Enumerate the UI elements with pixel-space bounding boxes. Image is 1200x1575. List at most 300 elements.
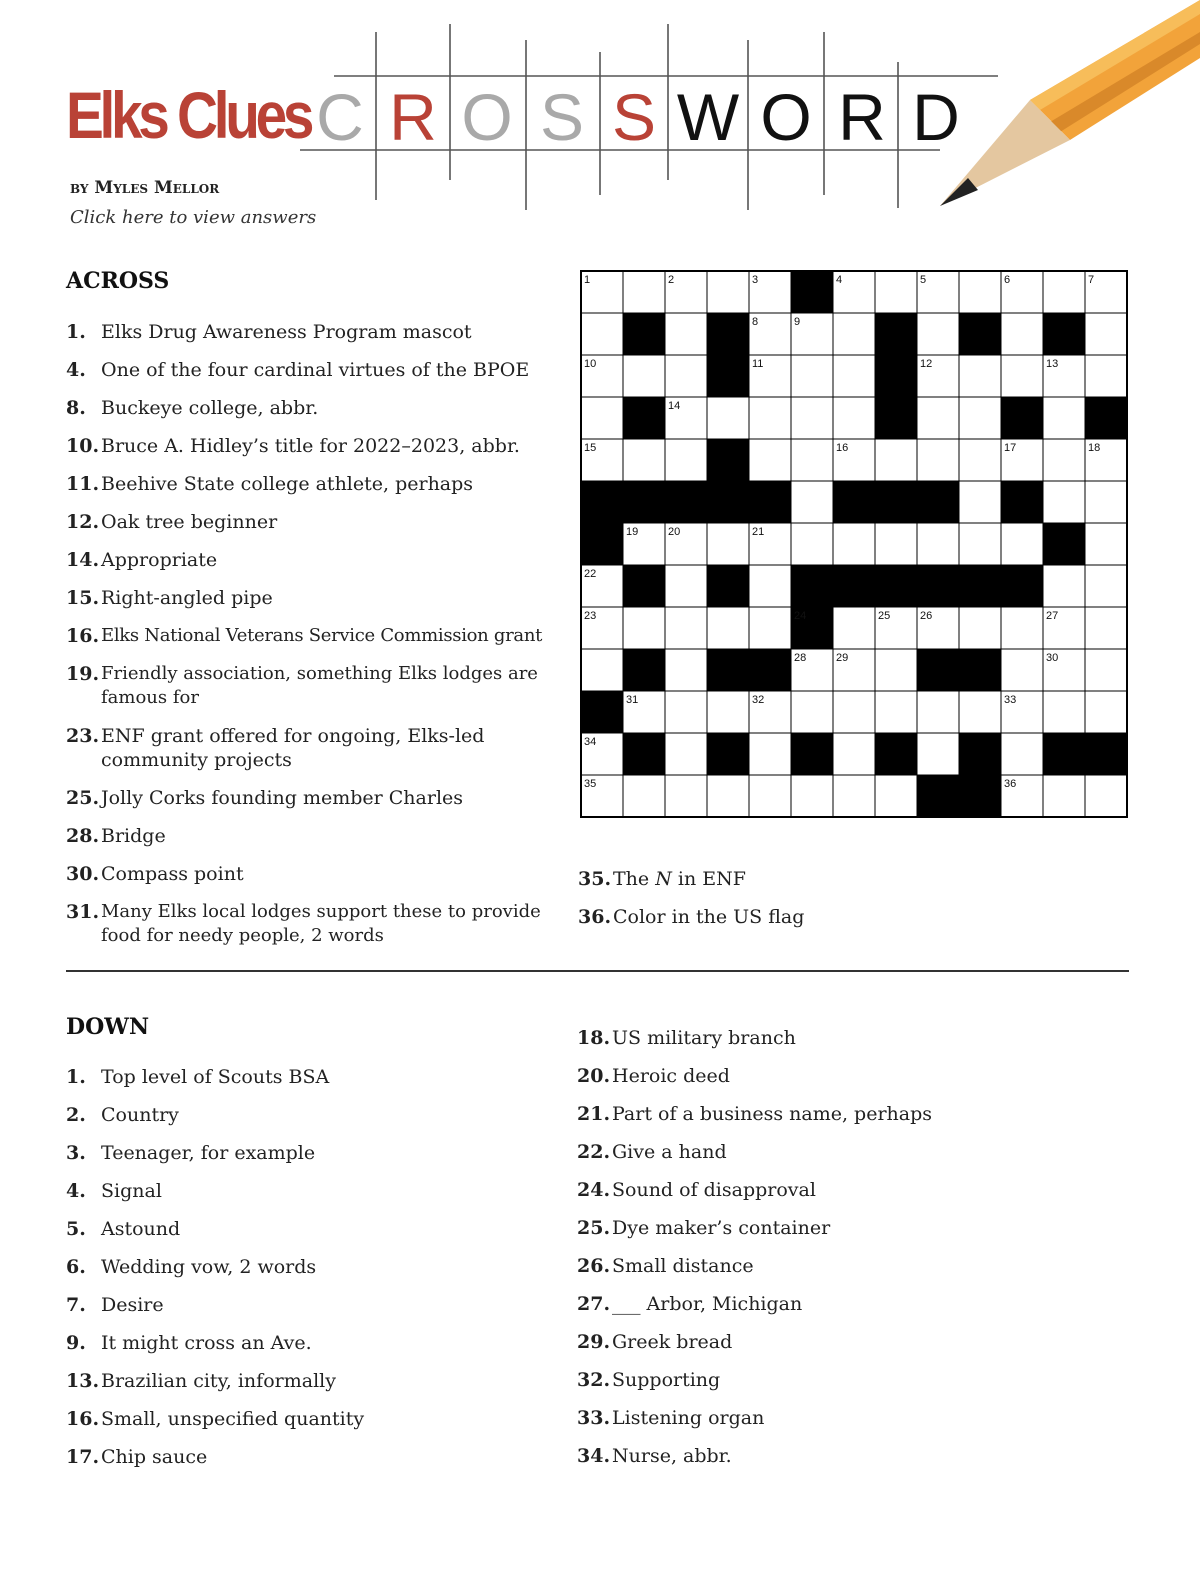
grid-cell[interactable]	[791, 691, 833, 733]
grid-cell-black	[875, 565, 917, 607]
grid-cell[interactable]	[959, 691, 1001, 733]
grid-cell[interactable]	[665, 565, 707, 607]
clue-text: Bridge	[101, 825, 166, 847]
grid-number: 26	[920, 610, 933, 622]
clue-number: 21.	[577, 1103, 611, 1125]
clue-text-italic: N	[655, 868, 672, 890]
down-clue	[66, 1217, 546, 1241]
clue-text: Part of a business name, perhaps	[612, 1103, 933, 1125]
clue-text: Signal	[101, 1180, 162, 1202]
clue-text-continued: famous for	[101, 687, 199, 708]
across-clue	[66, 900, 576, 948]
clue-text-part: in ENF	[671, 868, 746, 890]
across-clue	[66, 662, 576, 710]
grid-cell-black	[959, 733, 1001, 775]
grid-number: 14	[668, 400, 681, 412]
header	[0, 0, 1200, 250]
down-clue	[66, 1407, 546, 1431]
grid-number: 29	[836, 652, 849, 664]
grid-cell-black	[581, 481, 623, 523]
down-clue	[66, 1141, 546, 1165]
grid-cell[interactable]	[833, 355, 875, 397]
byline: by Myles Mellor	[70, 178, 220, 198]
clue-number: 19.	[66, 663, 100, 685]
clue-text-part: The	[613, 868, 656, 890]
grid-cell-black	[623, 397, 665, 439]
across-clue	[66, 472, 566, 496]
grid-cell-black	[959, 565, 1001, 607]
grid-cell[interactable]	[623, 775, 665, 817]
grid-cell[interactable]	[1001, 523, 1043, 565]
clue-number: 31.	[66, 901, 100, 923]
clue-number: 12.	[66, 511, 100, 533]
grid-cell[interactable]	[1043, 439, 1085, 481]
grid-cell[interactable]	[1001, 733, 1043, 775]
grid-number: 12	[920, 358, 933, 370]
grid-cell[interactable]	[1001, 355, 1043, 397]
grid-cell[interactable]	[791, 481, 833, 523]
down-clue	[577, 1406, 1117, 1430]
clue-text: Desire	[101, 1294, 164, 1316]
grid-cell[interactable]	[875, 691, 917, 733]
grid-cell[interactable]	[833, 733, 875, 775]
grid-number: 18	[1088, 442, 1101, 454]
grid-cell[interactable]	[665, 775, 707, 817]
grid-cell[interactable]	[749, 775, 791, 817]
grid-cell[interactable]	[917, 691, 959, 733]
grid-cell-black	[917, 481, 959, 523]
grid-cell-black	[707, 733, 749, 775]
clue-text: One of the four cardinal virtues of the BPOE	[101, 359, 530, 381]
grid-cell-black	[875, 313, 917, 355]
grid-number: 24	[794, 610, 807, 622]
brand-title: Elks Clues	[66, 78, 311, 152]
grid-cell[interactable]	[917, 733, 959, 775]
grid-cell[interactable]	[1085, 523, 1127, 565]
grid-number: 31	[626, 694, 639, 706]
clue-number: 35.	[578, 868, 612, 890]
grid-cell-black	[581, 523, 623, 565]
clue-number: 24.	[577, 1179, 611, 1201]
grid-cell-black	[707, 313, 749, 355]
grid-number: 32	[752, 694, 765, 706]
grid-cell[interactable]	[1085, 355, 1127, 397]
clue-number: 16.	[66, 625, 100, 647]
grid-number: 8	[752, 316, 759, 328]
across-heading: ACROSS	[66, 268, 170, 294]
grid-cell-black	[875, 397, 917, 439]
clue-number: 2.	[66, 1104, 86, 1126]
grid-cell[interactable]	[1043, 691, 1085, 733]
clue-text: Greek bread	[612, 1331, 733, 1353]
grid-cell[interactable]	[581, 313, 623, 355]
clue-number: 9.	[66, 1332, 86, 1354]
down-clue	[66, 1293, 546, 1317]
grid-cell[interactable]	[749, 733, 791, 775]
grid-number: 10	[584, 358, 597, 370]
down-clue	[577, 1140, 1117, 1164]
clue-number: 1.	[66, 321, 86, 343]
grid-cell[interactable]	[707, 271, 749, 313]
down-clue	[577, 1216, 1117, 1240]
grid-cell[interactable]	[917, 313, 959, 355]
across-clue	[66, 548, 566, 572]
across-clue	[66, 724, 576, 772]
grid-cell[interactable]	[665, 607, 707, 649]
grid-cell-black	[833, 565, 875, 607]
clue-number: 25.	[577, 1217, 611, 1239]
grid-cell[interactable]	[1085, 481, 1127, 523]
grid-cell-black	[1001, 481, 1043, 523]
grid-number: 25	[878, 610, 891, 622]
grid-number: 13	[1046, 358, 1059, 370]
grid-cell[interactable]	[749, 565, 791, 607]
clue-text-continued: food for needy people, 2 words	[101, 925, 384, 946]
clue-number: 32.	[577, 1369, 611, 1391]
down-clue	[577, 1102, 1117, 1126]
grid-number: 33	[1004, 694, 1017, 706]
grid-number: 21	[752, 526, 765, 538]
grid-cell-black	[707, 649, 749, 691]
clue-number: 4.	[66, 359, 86, 381]
down-clue	[577, 1178, 1117, 1202]
grid-number: 16	[836, 442, 849, 454]
clue-number: 23.	[66, 725, 100, 747]
grid-cell[interactable]	[707, 607, 749, 649]
down-clue	[66, 1255, 546, 1279]
grid-cell[interactable]	[623, 271, 665, 313]
title-letter: C	[316, 80, 364, 154]
title-letter: R	[838, 80, 886, 154]
pencil-icon	[940, 0, 1200, 206]
grid-cell-black	[707, 481, 749, 523]
down-clue	[577, 1330, 1117, 1354]
down-clue	[66, 1445, 546, 1469]
grid-cell[interactable]	[665, 355, 707, 397]
clue-text: Color in the US flag	[613, 906, 805, 928]
grid-cell-black	[749, 481, 791, 523]
grid-cell[interactable]	[665, 691, 707, 733]
grid-cell[interactable]	[581, 397, 623, 439]
grid-cell-black	[1043, 733, 1085, 775]
grid-cell[interactable]	[665, 649, 707, 691]
grid-cell-black	[1001, 565, 1043, 607]
grid-cell-black	[917, 565, 959, 607]
grid-cell[interactable]	[791, 355, 833, 397]
grid-cell[interactable]	[707, 691, 749, 733]
clue-number: 6.	[66, 1256, 86, 1278]
grid-cell-black	[707, 355, 749, 397]
grid-cell[interactable]	[1043, 481, 1085, 523]
grid-cell[interactable]	[791, 439, 833, 481]
across-clue	[66, 358, 566, 382]
clue-text: Listening organ	[612, 1407, 765, 1429]
grid-number: 22	[584, 568, 597, 580]
across-clue	[66, 320, 566, 344]
grid-cell-black	[1043, 523, 1085, 565]
grid-cell[interactable]	[1085, 607, 1127, 649]
grid-number: 23	[584, 610, 597, 622]
title-letter: R	[389, 80, 437, 154]
grid-cell[interactable]	[833, 607, 875, 649]
clue-text: Appropriate	[101, 549, 218, 571]
clue-number: 16.	[66, 1408, 100, 1430]
clue-text: Teenager, for example	[101, 1142, 316, 1164]
down-clue	[66, 1103, 546, 1127]
grid-cell[interactable]	[959, 355, 1001, 397]
clue-text: Bruce A. Hidley’s title for 2022–2023, abbr.	[101, 435, 520, 457]
grid-cell[interactable]	[623, 607, 665, 649]
grid-cell[interactable]	[1001, 313, 1043, 355]
clue-text: ENF grant offered for ongoing, Elks-led	[101, 725, 485, 747]
grid-cell[interactable]	[665, 733, 707, 775]
grid-number: 6	[1004, 274, 1011, 286]
grid-number: 4	[836, 274, 843, 286]
grid-cell[interactable]	[833, 775, 875, 817]
grid-cell[interactable]	[959, 439, 1001, 481]
clue-text: Nurse, abbr.	[612, 1445, 732, 1467]
grid-cell[interactable]	[917, 439, 959, 481]
grid-cell-black	[623, 733, 665, 775]
grid-cell[interactable]	[623, 439, 665, 481]
grid-number: 3	[752, 274, 759, 286]
grid-cell-black	[581, 691, 623, 733]
grid-cell[interactable]	[1085, 565, 1127, 607]
clue-text: Compass point	[101, 863, 244, 885]
clue-number: 7.	[66, 1294, 86, 1316]
clue-number: 13.	[66, 1370, 100, 1392]
grid-cell-black	[833, 481, 875, 523]
down-clue	[577, 1292, 1117, 1316]
grid-cell-black	[1043, 313, 1085, 355]
grid-cell[interactable]	[1043, 775, 1085, 817]
title-letter: O	[461, 80, 513, 154]
grid-cell-black	[959, 649, 1001, 691]
clue-number: 36.	[578, 906, 612, 928]
grid-cell[interactable]	[1001, 649, 1043, 691]
section-divider	[66, 970, 1129, 972]
clue-number: 26.	[577, 1255, 611, 1277]
title-letter: D	[912, 80, 960, 154]
clue-text: Buckeye college, abbr.	[101, 397, 319, 419]
grid-number: 28	[794, 652, 807, 664]
clue-number: 18.	[577, 1027, 611, 1049]
clue-text: Elks Drug Awareness Program mascot	[101, 321, 472, 343]
down-heading: DOWN	[66, 1014, 150, 1040]
grid-cell[interactable]	[1043, 397, 1085, 439]
grid-cell-black	[917, 649, 959, 691]
grid-number: 5	[920, 274, 927, 286]
grid-cell[interactable]	[959, 397, 1001, 439]
grid-cell[interactable]	[959, 523, 1001, 565]
clue-text: Chip sauce	[101, 1446, 208, 1468]
clue-number: 29.	[577, 1331, 611, 1353]
clue-text: Heroic deed	[612, 1065, 730, 1087]
clue-text: Dye maker’s container	[612, 1217, 831, 1239]
clue-number: 14.	[66, 549, 100, 571]
grid-cell[interactable]	[875, 775, 917, 817]
grid-number: 1	[584, 274, 591, 286]
grid-cell[interactable]	[791, 523, 833, 565]
clue-number: 4.	[66, 1180, 86, 1202]
grid-number: 9	[794, 316, 801, 328]
grid-cell-black	[959, 313, 1001, 355]
title-letters	[316, 80, 960, 154]
clue-text: Top level of Scouts BSA	[101, 1066, 330, 1088]
grid-cell[interactable]	[707, 397, 749, 439]
grid-number: 7	[1088, 274, 1095, 286]
clue-text: Astound	[101, 1218, 181, 1240]
clue-text: Jolly Corks founding member Charles	[101, 787, 464, 809]
down-clue	[577, 1064, 1117, 1088]
clue-number: 3.	[66, 1142, 86, 1164]
across-clue	[66, 786, 566, 810]
across-clue	[66, 396, 566, 420]
grid-cell[interactable]	[665, 313, 707, 355]
grid-number: 2	[668, 274, 675, 286]
across-clue	[578, 867, 1078, 891]
across-clue	[578, 905, 1078, 929]
grid-cell[interactable]	[623, 355, 665, 397]
grid-number: 19	[626, 526, 639, 538]
title-letter: S	[611, 80, 657, 154]
clue-text: Friendly association, something Elks lodges are	[101, 663, 538, 684]
clue-number: 10.	[66, 435, 100, 457]
across-clue	[66, 862, 566, 886]
view-answers-link[interactable]: Click here to view answers	[70, 207, 317, 228]
clue-number: 17.	[66, 1446, 100, 1468]
grid-cell[interactable]	[1001, 607, 1043, 649]
clue-text: It might cross an Ave.	[101, 1332, 312, 1354]
grid-cell-black	[791, 733, 833, 775]
grid-cell[interactable]	[665, 439, 707, 481]
grid-cell-black	[623, 649, 665, 691]
grid-cell-black	[791, 565, 833, 607]
grid-cell[interactable]	[1085, 775, 1127, 817]
down-clue	[577, 1444, 1117, 1468]
grid-cell[interactable]	[749, 607, 791, 649]
title-letter: W	[676, 80, 740, 154]
grid-cell-black	[875, 481, 917, 523]
clue-number: 22.	[577, 1141, 611, 1163]
grid-number: 30	[1046, 652, 1059, 664]
clue-text: Right-angled pipe	[101, 587, 273, 609]
grid-cell-black	[875, 355, 917, 397]
grid-cell[interactable]	[1085, 313, 1127, 355]
grid-cell-black	[1001, 397, 1043, 439]
grid-cell[interactable]	[749, 397, 791, 439]
clue-number: 15.	[66, 587, 100, 609]
down-clue	[577, 1254, 1117, 1278]
down-clue	[577, 1368, 1117, 1392]
grid-cell[interactable]	[707, 775, 749, 817]
title-letter: S	[539, 80, 585, 154]
down-clue	[66, 1369, 546, 1393]
grid-cell[interactable]	[875, 649, 917, 691]
down-clue	[66, 1065, 546, 1089]
grid-cell-black	[875, 733, 917, 775]
grid-cell-black	[623, 565, 665, 607]
clue-number: 33.	[577, 1407, 611, 1429]
clue-text: Supporting	[612, 1369, 721, 1391]
grid-number: 36	[1004, 778, 1017, 790]
clue-text: Country	[101, 1104, 179, 1126]
grid-number: 20	[668, 526, 681, 538]
down-clue	[66, 1179, 546, 1203]
clue-text: Small distance	[612, 1255, 754, 1277]
down-clue	[577, 1026, 1117, 1050]
clue-number: 30.	[66, 863, 100, 885]
crossword-grid	[580, 270, 1132, 822]
grid-cell[interactable]	[833, 313, 875, 355]
grid-cell-black	[959, 775, 1001, 817]
grid-cell[interactable]	[1043, 565, 1085, 607]
grid-cell-black	[665, 481, 707, 523]
grid-number: 34	[584, 736, 597, 748]
grid-cell-black	[707, 439, 749, 481]
grid-cell[interactable]	[833, 691, 875, 733]
grid-cell[interactable]	[833, 523, 875, 565]
clue-number: 20.	[577, 1065, 611, 1087]
grid-cell[interactable]	[875, 271, 917, 313]
grid-cell[interactable]	[917, 397, 959, 439]
grid-cell[interactable]	[959, 481, 1001, 523]
grid-cell[interactable]	[1085, 691, 1127, 733]
across-clue	[66, 510, 566, 534]
across-clue	[66, 434, 566, 458]
grid-cell-black	[707, 565, 749, 607]
clue-text: Many Elks local lodges support these to provide	[101, 901, 541, 922]
title-letter: O	[760, 80, 812, 154]
clue-text	[613, 867, 746, 891]
grid-cell[interactable]	[875, 523, 917, 565]
grid-cell[interactable]	[875, 439, 917, 481]
grid-number: 15	[584, 442, 597, 454]
grid-cell[interactable]	[749, 439, 791, 481]
grid-cell[interactable]	[707, 523, 749, 565]
clue-number: 1.	[66, 1066, 86, 1088]
grid-cell[interactable]	[833, 397, 875, 439]
across-clue	[66, 824, 566, 848]
clue-number: 34.	[577, 1445, 611, 1467]
grid-cell[interactable]	[791, 775, 833, 817]
grid-cell-black	[917, 775, 959, 817]
grid-cell[interactable]	[581, 649, 623, 691]
down-clue	[66, 1331, 546, 1355]
clue-text: Oak tree beginner	[101, 511, 278, 533]
grid-cell-black	[623, 313, 665, 355]
across-clue	[66, 624, 576, 648]
grid-cell[interactable]	[959, 607, 1001, 649]
grid-cell-black	[623, 481, 665, 523]
grid-cell[interactable]	[917, 523, 959, 565]
grid-cell[interactable]	[1085, 649, 1127, 691]
grid-number: 35	[584, 778, 597, 790]
clue-text-continued: community projects	[101, 749, 292, 771]
grid-cell[interactable]	[959, 271, 1001, 313]
clue-text: Sound of disapproval	[612, 1179, 816, 1201]
clue-text: Small, unspecified quantity	[101, 1408, 365, 1430]
across-clue	[66, 586, 566, 610]
grid-number: 17	[1004, 442, 1017, 454]
clue-text: Wedding vow, 2 words	[101, 1256, 317, 1278]
grid-cell[interactable]	[1043, 271, 1085, 313]
clue-number: 5.	[66, 1218, 86, 1240]
clue-text: Brazilian city, informally	[101, 1370, 336, 1392]
grid-cell-black	[791, 271, 833, 313]
grid-cell-black	[749, 649, 791, 691]
grid-cell[interactable]	[791, 397, 833, 439]
